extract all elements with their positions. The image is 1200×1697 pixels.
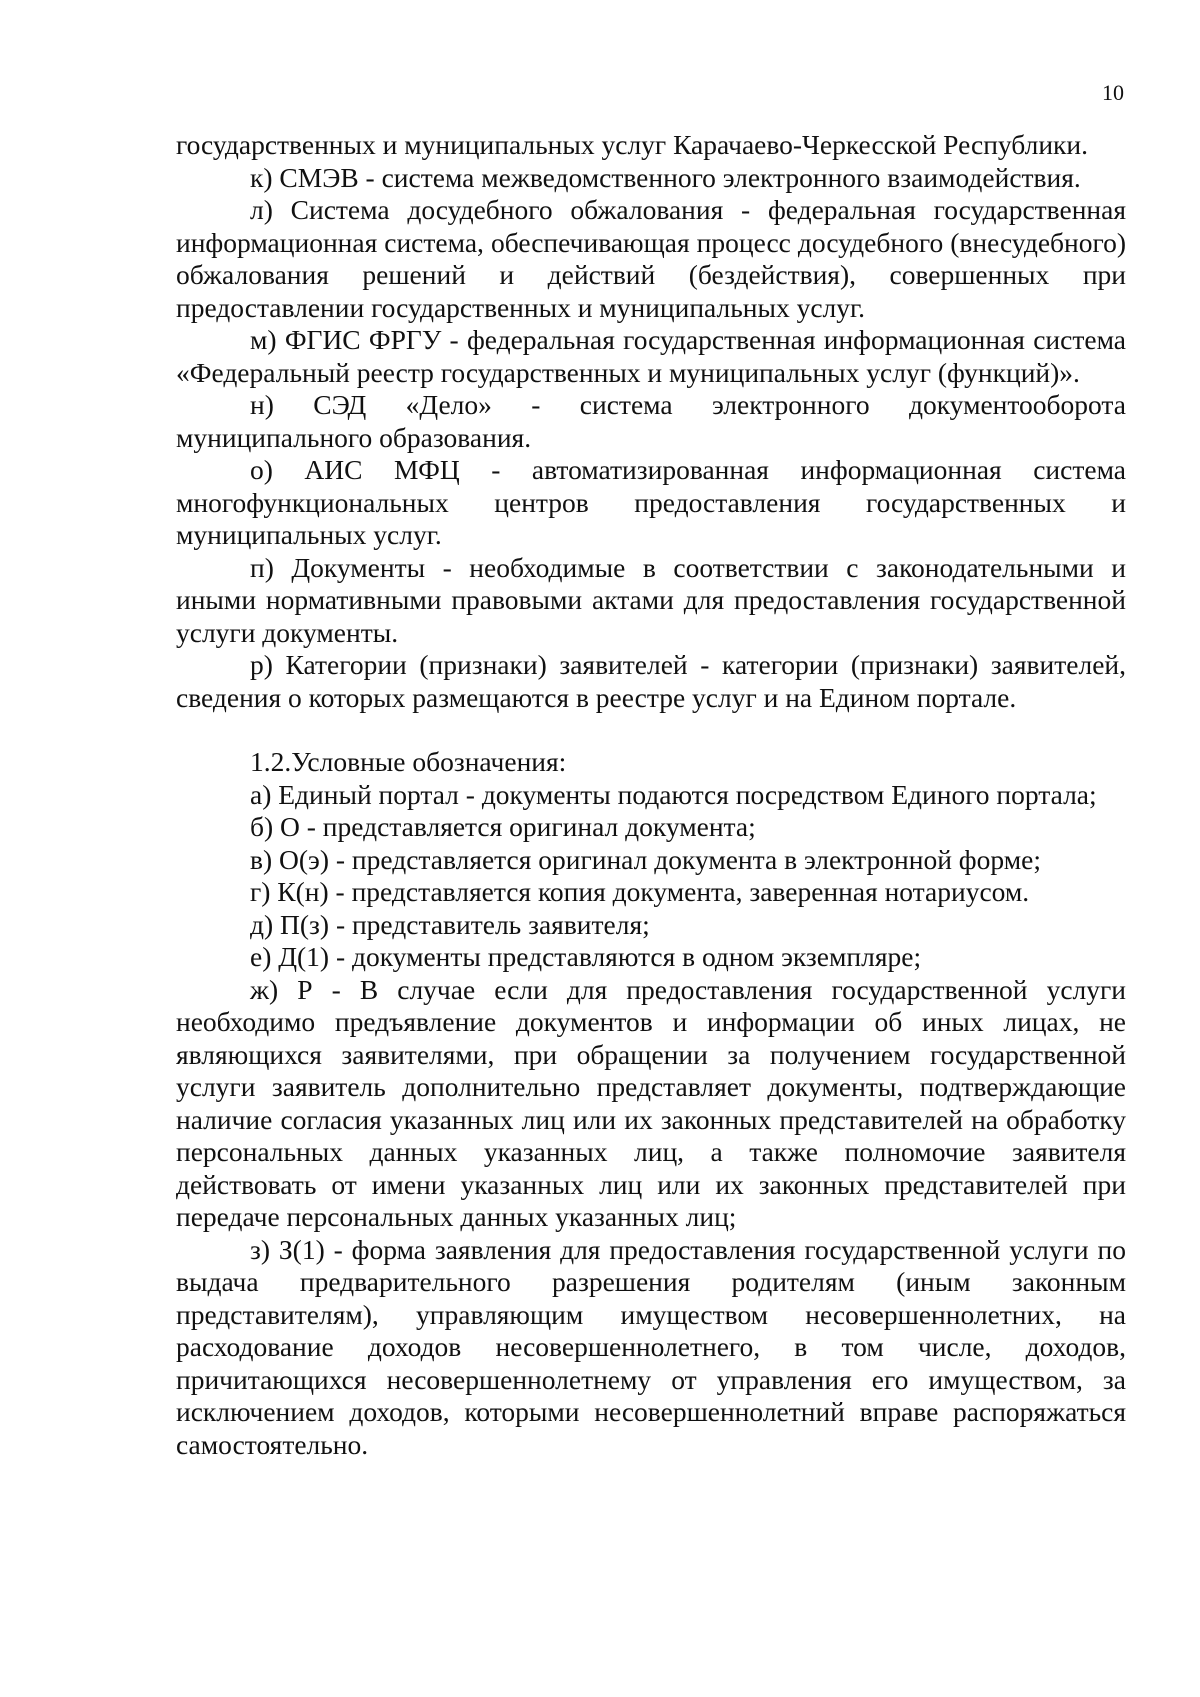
section-heading: 1.2.Условные обозначения: xyxy=(250,746,567,777)
definition-continuation: государственных и муниципальных услуг Карачаево-Черкесской Республики. xyxy=(176,129,1088,160)
definition-item: р) Категории (признаки) заявителей - категории (признаки) заявителей, сведения о которых размещаются в реестре услуг и на Едином портале. xyxy=(176,649,1126,713)
notation-item: е) Д(1) - документы представляются в одном экземпляре; xyxy=(250,941,922,972)
notation-item: д) П(з) - представитель заявителя; xyxy=(250,908,650,940)
notation-item: ж) Р - В случае если для предоставления государственной услуги необходимо предъявление документов и информации об иных лицах, не являющихся заявителями, при обращении за получением государственной услуги заявитель дополнительно представляет документы, подтверждающие наличие согласия указанных лиц или их законных представителей на обработку персональных данных указанных лиц, а также полномочие заявителя действовать от имени указанных лиц или их законных представителей при передаче персональных данных указанных лиц; xyxy=(176,973,1126,1232)
notation-item: г) К(н) - представляется копия документа, заверенная нотариусом. xyxy=(250,876,1030,907)
notation-item: з) З(1) - форма заявления для предоставления государственной услуги по выдача предварительного разрешения родителям (иным законным представителям), управляющим имуществом несовершеннолетних, на расходование доходов несовершеннолетнего, в том числе, доходов, причитающихся несовершеннолетнему от управления его имуществом, за исключением доходов, которыми несовершеннолетний вправе распоряжаться самостоятельно. xyxy=(176,1233,1126,1460)
page-number: 10 xyxy=(1102,80,1124,105)
section-spacer xyxy=(176,714,1126,746)
notation-item: в) О(э) - представляется оригинал документа в электронной форме; xyxy=(250,843,1041,875)
notation-item: б) О - представляется оригинал документа; xyxy=(250,811,756,842)
definition-item: н) СЭД «Дело» - система электронного документооборота муниципального образования. xyxy=(176,389,1126,453)
notation-item: а) Единый портал - документы подаются посредством Единого портала; xyxy=(250,778,1097,810)
definition-item: л) Система досудебного обжалования - федеральная государственная информационная система, обеспечивающая процесс досудебного (внесудебного) обжалования решений и действий (бездействия), совершенных при предоставлении государственных и муниципальных услуг. xyxy=(176,194,1126,323)
definition-item: к) СМЭВ - система межведомственного электронного взаимодействия. xyxy=(250,161,1081,193)
definition-item: п) Документы - необходимые в соответствии с законодательными и иными нормативными правовыми актами для предоставления государственной услуги документы. xyxy=(176,551,1126,648)
definition-item: о) АИС МФЦ - автоматизированная информационная система многофункциональных центров предоставления государственных и муниципальных услуг. xyxy=(176,454,1126,550)
definition-item: м) ФГИС ФРГУ - федеральная государственная информационная система «Федеральный реестр государственных и муниципальных услуг (функций)». xyxy=(176,324,1126,388)
document-body xyxy=(176,129,1126,1461)
